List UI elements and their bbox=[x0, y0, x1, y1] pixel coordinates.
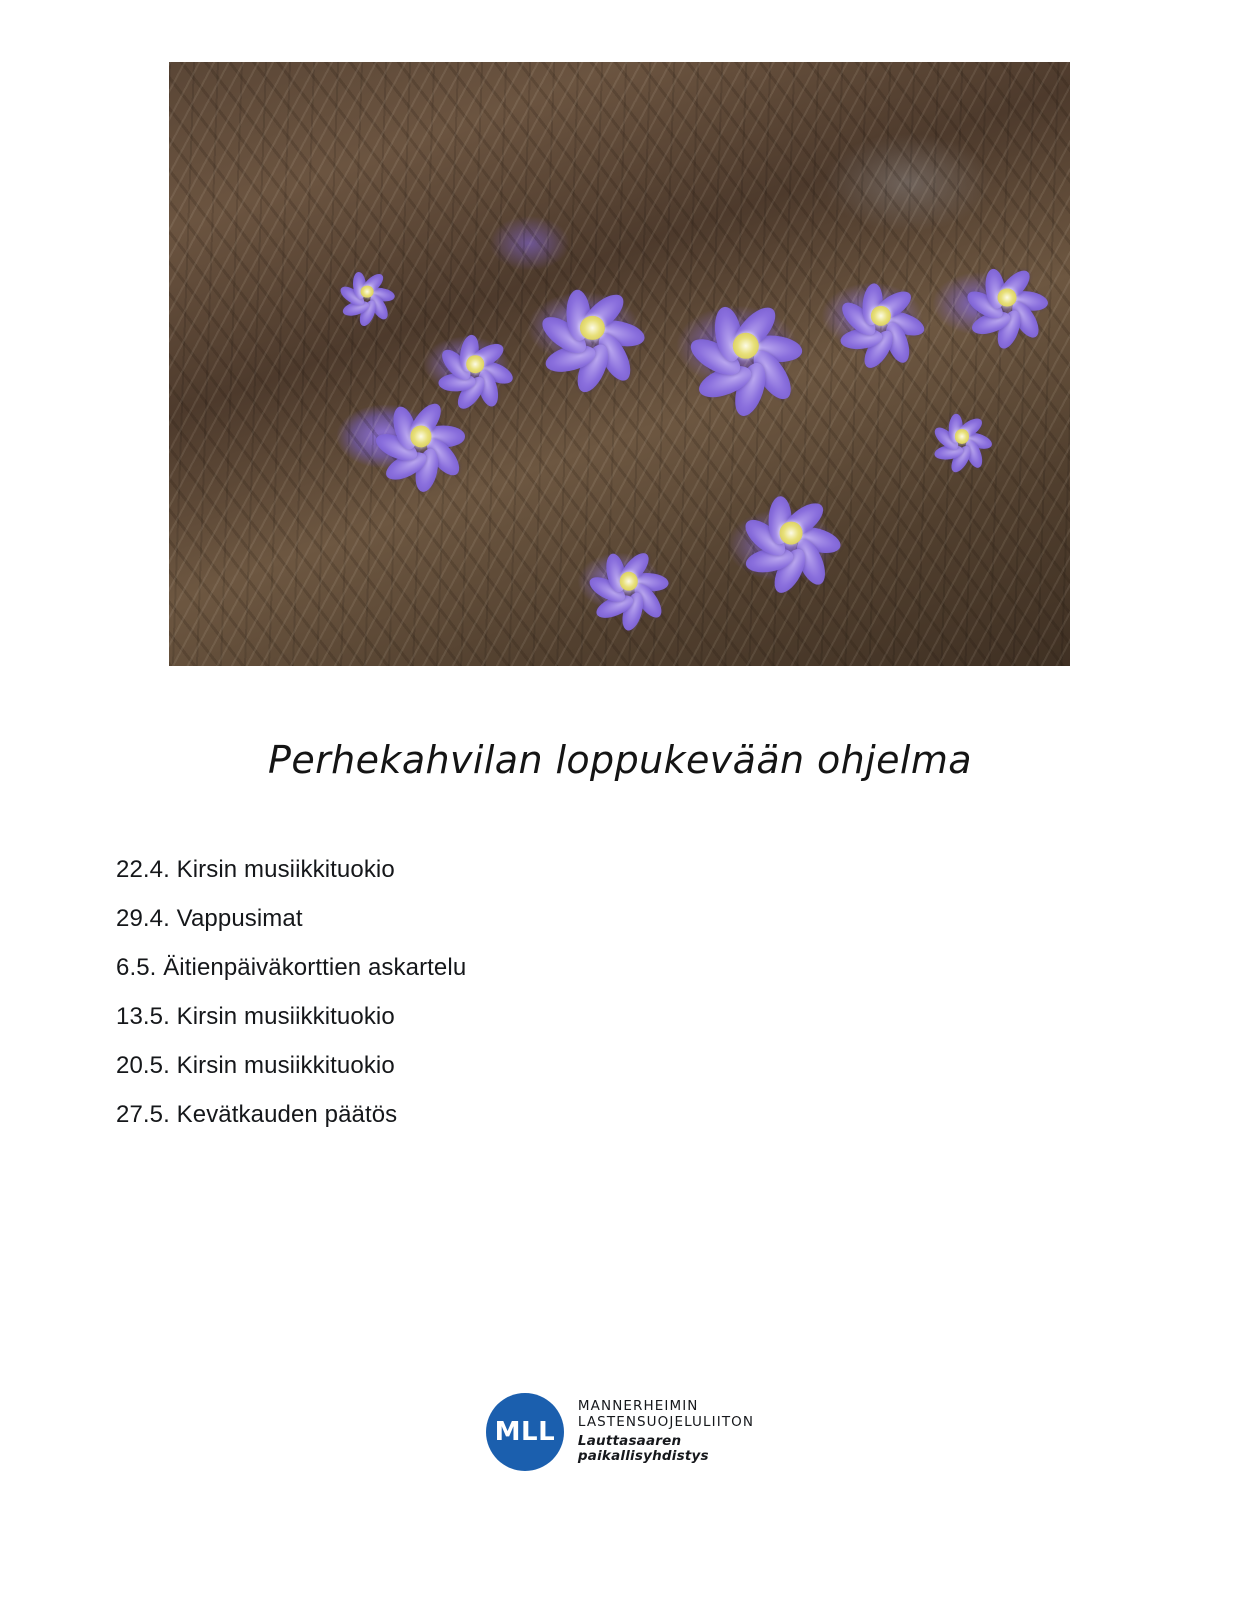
list-item: 6.5. Äitienpäiväkorttien askartelu bbox=[116, 954, 467, 981]
flower-photo-icon bbox=[169, 62, 1070, 666]
footer bbox=[0, 1393, 1240, 1471]
list-item: 13.5. Kirsin musiikkituokio bbox=[116, 1003, 395, 1030]
header-photo bbox=[169, 62, 1070, 666]
list-item: 27.5. Kevätkauden päätös bbox=[116, 1101, 398, 1128]
program-list bbox=[116, 845, 1016, 1139]
mll-logo-text bbox=[578, 1399, 754, 1466]
list-item: 22.4. Kirsin musiikkituokio bbox=[116, 856, 395, 883]
logo-line-2: LASTENSUOJELULIITON bbox=[577, 1413, 755, 1430]
logo-line-3: Lauttasaaren bbox=[577, 1432, 682, 1449]
mll-logo bbox=[486, 1393, 754, 1471]
page-title: Perhekahvilan loppukevään ohjelma bbox=[268, 738, 972, 782]
list-item: 20.5. Kirsin musiikkituokio bbox=[116, 1052, 395, 1079]
list-item: 29.4. Vappusimat bbox=[116, 905, 303, 932]
mll-logo-mark: MLL bbox=[486, 1393, 564, 1471]
logo-line-1: MANNERHEIMIN bbox=[577, 1397, 699, 1414]
logo-line-4: paikallisyhdistys bbox=[577, 1448, 709, 1465]
